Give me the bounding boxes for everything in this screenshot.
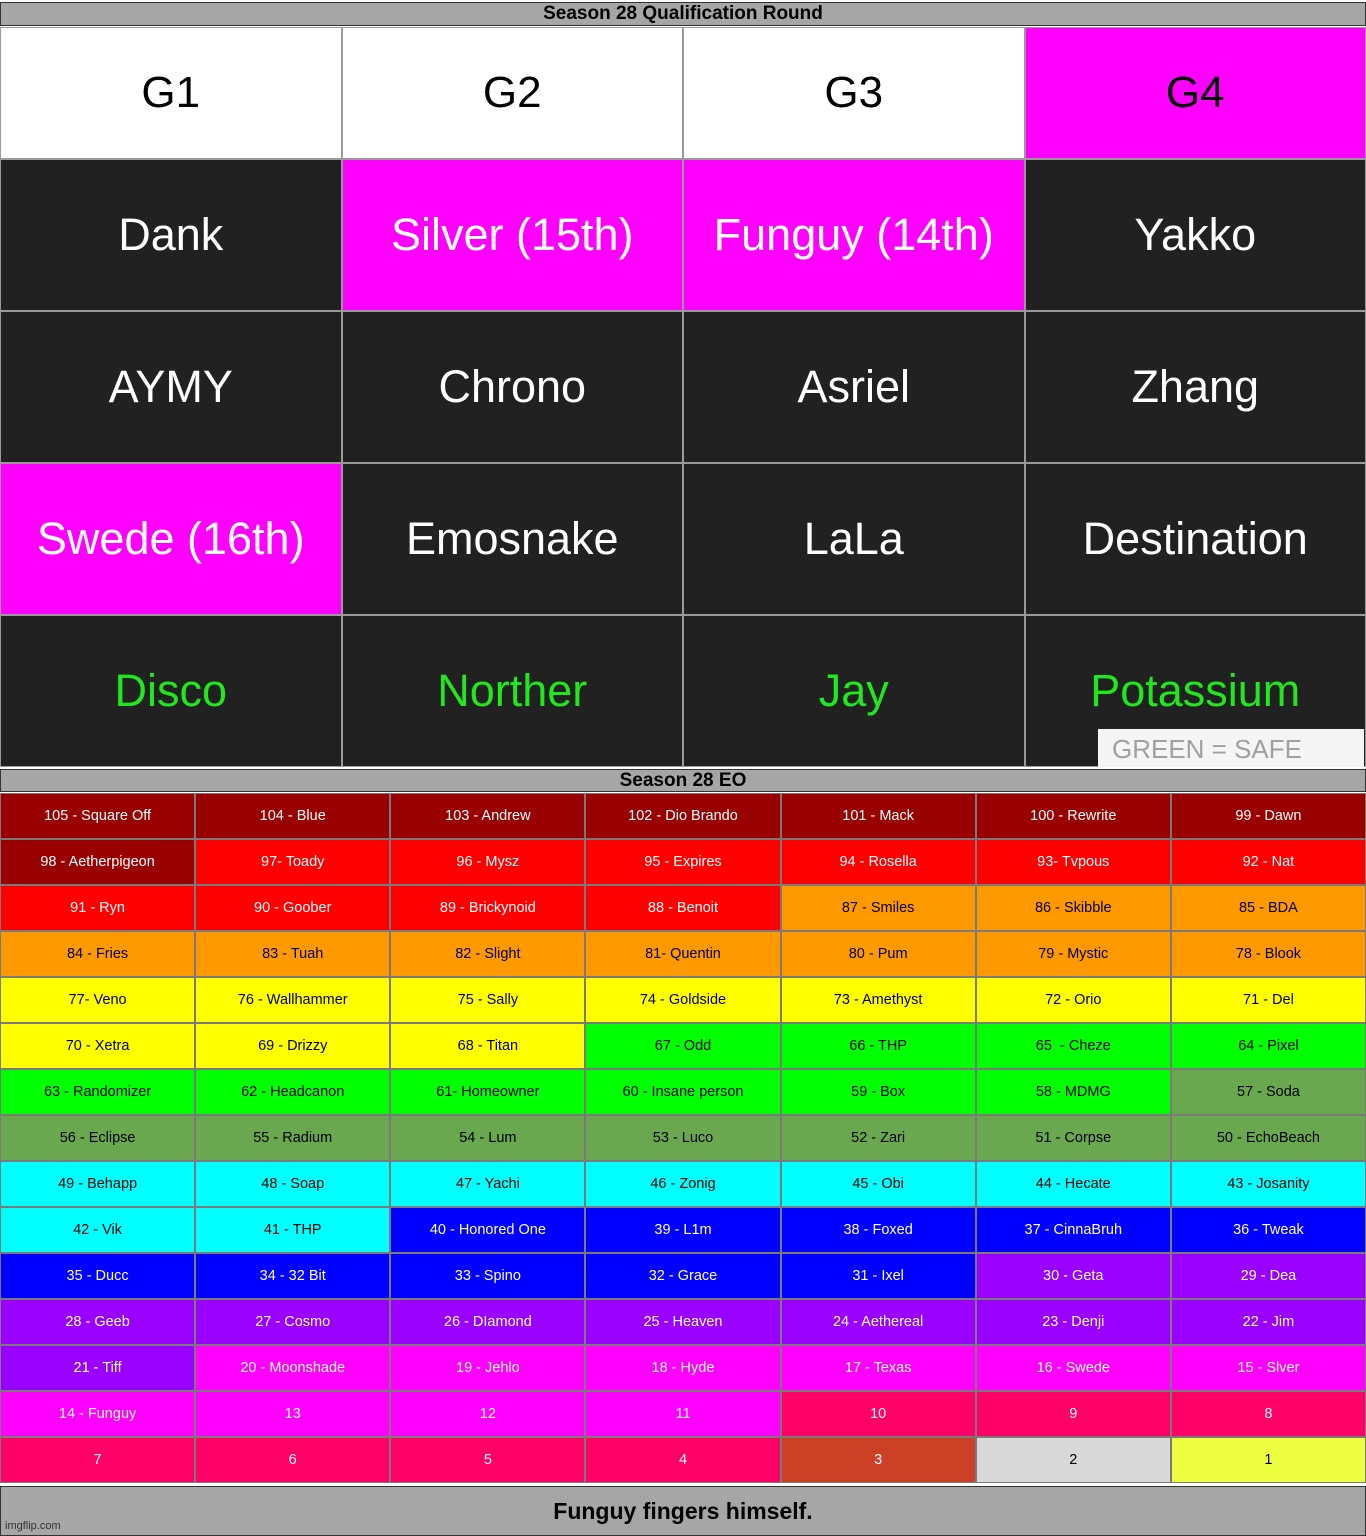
- safe-legend-note: GREEN = SAFE: [1098, 729, 1364, 767]
- eo-rank-cell: 46 - Zonig: [585, 1161, 780, 1207]
- eo-rank-cell: 22 - Jim: [1171, 1299, 1366, 1345]
- eo-rank-cell: 83 - Tuah: [195, 931, 390, 977]
- eo-rank-cell: 75 - Sally: [390, 977, 585, 1023]
- eo-rank-cell: 56 - Eclipse: [0, 1115, 195, 1161]
- eo-rank-cell: 47 - Yachi: [390, 1161, 585, 1207]
- eo-rank-cell: 65 - Cheze: [976, 1023, 1171, 1069]
- eo-rank-cell: 99 - Dawn: [1171, 793, 1366, 839]
- eo-rank-cell: 60 - Insane person: [585, 1069, 780, 1115]
- group-header-cell: G3: [683, 27, 1025, 159]
- group-header-cell: G2: [342, 27, 684, 159]
- eo-rank-cell: 61- Homeowner: [390, 1069, 585, 1115]
- eo-rank-cell: 25 - Heaven: [585, 1299, 780, 1345]
- eo-rank-cell: 103 - Andrew: [390, 793, 585, 839]
- eo-rank-cell: 36 - Tweak: [1171, 1207, 1366, 1253]
- group-header-cell: G1: [0, 27, 342, 159]
- eo-rank-cell: 29 - Dea: [1171, 1253, 1366, 1299]
- contestant-cell: Jay: [683, 615, 1025, 767]
- group-header-cell: G4: [1025, 27, 1366, 159]
- contestant-cell: Funguy (14th): [683, 159, 1025, 311]
- eo-rank-cell: 97- Toady: [195, 839, 390, 885]
- eo-rank-cell: 20 - Moonshade: [195, 1345, 390, 1391]
- eo-rank-cell: 8: [1171, 1391, 1366, 1437]
- eo-rank-cell: 42 - Vik: [0, 1207, 195, 1253]
- contestant-cell: Swede (16th): [0, 463, 342, 615]
- eo-rank-cell: 49 - Behapp: [0, 1161, 195, 1207]
- eo-rank-cell: 95 - Expires: [585, 839, 780, 885]
- eo-rank-cell: 87 - Smiles: [781, 885, 976, 931]
- eo-rank-cell: 9: [976, 1391, 1171, 1437]
- eo-rank-cell: 59 - Box: [781, 1069, 976, 1115]
- qualification-grid: [0, 27, 1366, 767]
- contestant-cell: Emosnake: [342, 463, 684, 615]
- eo-rank-cell: 40 - Honored One: [390, 1207, 585, 1253]
- eo-rank-cell: 1: [1171, 1437, 1366, 1483]
- eo-rank-cell: 41 - THP: [195, 1207, 390, 1253]
- eo-rank-cell: 81- Quentin: [585, 931, 780, 977]
- eo-rank-cell: 48 - Soap: [195, 1161, 390, 1207]
- eo-rank-cell: 2: [976, 1437, 1171, 1483]
- eo-rank-cell: 105 - Square Off: [0, 793, 195, 839]
- contestant-cell: Disco: [0, 615, 342, 767]
- contestant-cell: Chrono: [342, 311, 684, 463]
- eo-rank-cell: 71 - Del: [1171, 977, 1366, 1023]
- contestant-cell: Silver (15th): [342, 159, 684, 311]
- eo-rank-cell: 52 - Zari: [781, 1115, 976, 1161]
- eo-rank-cell: 86 - Skibble: [976, 885, 1171, 931]
- eo-title: Season 28 EO: [0, 769, 1366, 792]
- eo-rank-cell: 21 - Tiff: [0, 1345, 195, 1391]
- eo-rank-cell: 85 - BDA: [1171, 885, 1366, 931]
- eo-rank-cell: 94 - Rosella: [781, 839, 976, 885]
- eo-rank-cell: 13: [195, 1391, 390, 1437]
- eo-rank-cell: 12: [390, 1391, 585, 1437]
- eo-rank-cell: 11: [585, 1391, 780, 1437]
- eo-rank-cell: 64 - Pixel: [1171, 1023, 1366, 1069]
- eo-rank-cell: 35 - Ducc: [0, 1253, 195, 1299]
- bottom-caption: Funguy fingers himself.: [0, 1486, 1366, 1536]
- eo-rank-cell: 7: [0, 1437, 195, 1483]
- eo-rank-cell: 58 - MDMG: [976, 1069, 1171, 1115]
- eo-rank-cell: 76 - Wallhammer: [195, 977, 390, 1023]
- eo-rank-cell: 15 - Slver: [1171, 1345, 1366, 1391]
- contestant-cell: Asriel: [683, 311, 1025, 463]
- eo-rank-cell: 66 - THP: [781, 1023, 976, 1069]
- eo-rank-cell: 68 - Titan: [390, 1023, 585, 1069]
- eo-rank-cell: 30 - Geta: [976, 1253, 1171, 1299]
- eo-rank-cell: 78 - Blook: [1171, 931, 1366, 977]
- eo-rank-cell: 37 - CinnaBruh: [976, 1207, 1171, 1253]
- eo-rank-cell: 3: [781, 1437, 976, 1483]
- eo-rank-cell: 67 - Odd: [585, 1023, 780, 1069]
- eo-rank-cell: 101 - Mack: [781, 793, 976, 839]
- eo-rank-cell: 53 - Luco: [585, 1115, 780, 1161]
- eo-rank-cell: 44 - Hecate: [976, 1161, 1171, 1207]
- contestant-cell: AYMY: [0, 311, 342, 463]
- eo-rank-cell: 74 - Goldside: [585, 977, 780, 1023]
- eo-rank-cell: 26 - DIamond: [390, 1299, 585, 1345]
- eo-rank-cell: 70 - Xetra: [0, 1023, 195, 1069]
- eo-rank-cell: 18 - Hyde: [585, 1345, 780, 1391]
- eo-rank-cell: 55 - Radium: [195, 1115, 390, 1161]
- eo-rank-cell: 6: [195, 1437, 390, 1483]
- eo-rank-cell: 33 - Spino: [390, 1253, 585, 1299]
- eo-rank-cell: 50 - EchoBeach: [1171, 1115, 1366, 1161]
- eo-rank-cell: 98 - Aetherpigeon: [0, 839, 195, 885]
- qualification-title: Season 28 Qualification Round: [0, 2, 1366, 26]
- contestant-cell: Potassium: [1025, 615, 1366, 767]
- eo-rank-cell: 77- Veno: [0, 977, 195, 1023]
- eo-rank-cell: 96 - Mysz: [390, 839, 585, 885]
- contestant-cell: Zhang: [1025, 311, 1366, 463]
- eo-rank-cell: 19 - Jehlo: [390, 1345, 585, 1391]
- eo-rank-cell: 91 - Ryn: [0, 885, 195, 931]
- eo-rank-cell: 57 - Soda: [1171, 1069, 1366, 1115]
- eo-rank-cell: 62 - Headcanon: [195, 1069, 390, 1115]
- eo-rank-cell: 45 - Obi: [781, 1161, 976, 1207]
- eo-rank-cell: 79 - Mystic: [976, 931, 1171, 977]
- eo-rank-cell: 80 - Pum: [781, 931, 976, 977]
- contestant-cell: Destination: [1025, 463, 1366, 615]
- eo-rank-cell: 5: [390, 1437, 585, 1483]
- eo-rank-cell: 34 - 32 Bit: [195, 1253, 390, 1299]
- eo-rank-cell: 10: [781, 1391, 976, 1437]
- eo-rank-cell: 31 - Ixel: [781, 1253, 976, 1299]
- contestant-cell: LaLa: [683, 463, 1025, 615]
- eo-rank-cell: 63 - Randomizer: [0, 1069, 195, 1115]
- eo-ranking-grid: [0, 793, 1366, 1483]
- eo-rank-cell: 72 - Orio: [976, 977, 1171, 1023]
- contestant-cell: Yakko: [1025, 159, 1366, 311]
- eo-rank-cell: 90 - Goober: [195, 885, 390, 931]
- eo-rank-cell: 100 - Rewrite: [976, 793, 1171, 839]
- eo-rank-cell: 4: [585, 1437, 780, 1483]
- eo-rank-cell: 93- Tvpous: [976, 839, 1171, 885]
- eo-rank-cell: 27 - Cosmo: [195, 1299, 390, 1345]
- eo-rank-cell: 82 - Slight: [390, 931, 585, 977]
- eo-rank-cell: 23 - Denji: [976, 1299, 1171, 1345]
- eo-rank-cell: 92 - Nat: [1171, 839, 1366, 885]
- eo-rank-cell: 14 - Funguy: [0, 1391, 195, 1437]
- eo-rank-cell: 39 - L1m: [585, 1207, 780, 1253]
- eo-rank-cell: 69 - Drizzy: [195, 1023, 390, 1069]
- eo-rank-cell: 89 - Brickynoid: [390, 885, 585, 931]
- eo-rank-cell: 38 - Foxed: [781, 1207, 976, 1253]
- eo-rank-cell: 43 - Josanity: [1171, 1161, 1366, 1207]
- eo-rank-cell: 17 - Texas: [781, 1345, 976, 1391]
- eo-rank-cell: 24 - Aethereal: [781, 1299, 976, 1345]
- eo-rank-cell: 102 - Dio Brando: [585, 793, 780, 839]
- contestant-cell: Norther: [342, 615, 684, 767]
- eo-rank-cell: 88 - Benoit: [585, 885, 780, 931]
- imgflip-watermark: imgflip.com: [5, 1520, 61, 1532]
- eo-rank-cell: 32 - Grace: [585, 1253, 780, 1299]
- eo-rank-cell: 73 - Amethyst: [781, 977, 976, 1023]
- eo-rank-cell: 54 - Lum: [390, 1115, 585, 1161]
- eo-rank-cell: 51 - Corpse: [976, 1115, 1171, 1161]
- eo-rank-cell: 16 - Swede: [976, 1345, 1171, 1391]
- eo-rank-cell: 28 - Geeb: [0, 1299, 195, 1345]
- eo-rank-cell: 104 - Blue: [195, 793, 390, 839]
- contestant-cell: Dank: [0, 159, 342, 311]
- eo-rank-cell: 84 - Fries: [0, 931, 195, 977]
